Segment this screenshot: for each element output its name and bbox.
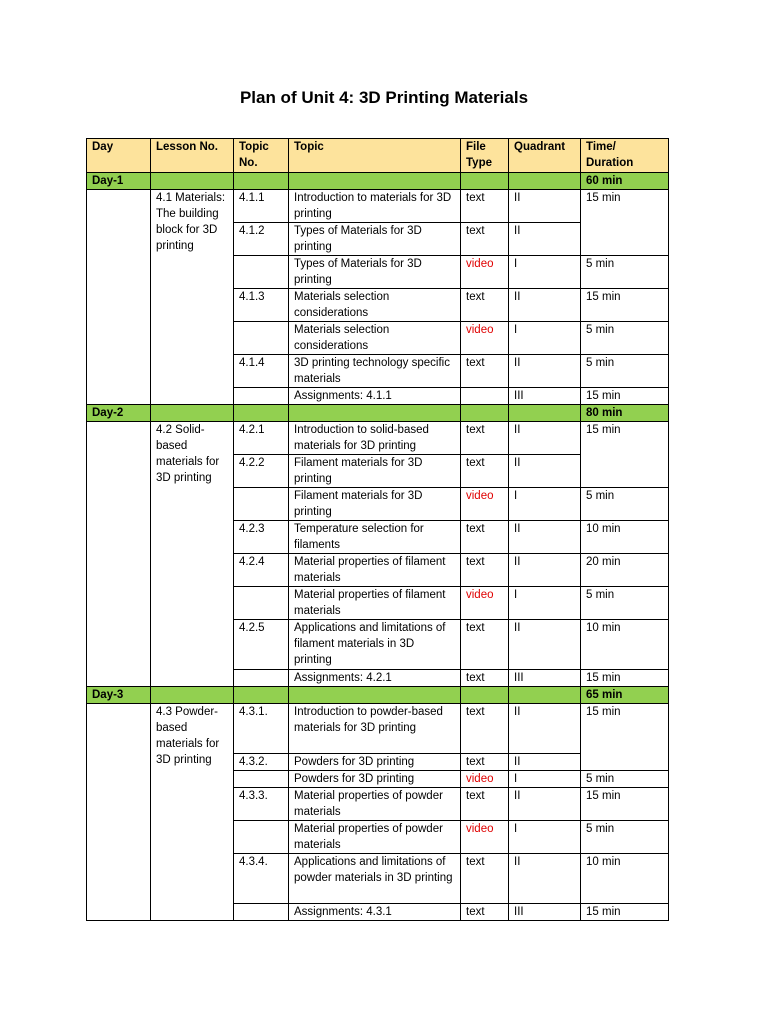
topic: Powders for 3D printing	[289, 771, 461, 788]
time: 5 min	[581, 322, 669, 355]
topic-no	[234, 256, 289, 289]
file-type: text	[461, 670, 509, 687]
quadrant: II	[509, 854, 581, 904]
header-file-type: File Type	[461, 139, 509, 173]
file-type: text	[461, 223, 509, 256]
topic-no	[234, 388, 289, 405]
day-total: 65 min	[581, 687, 669, 704]
quadrant: II	[509, 223, 581, 256]
topic: Introduction to powder-based materials for 3D printing	[289, 704, 461, 754]
file-type: video	[461, 322, 509, 355]
topic-no: 4.1.2	[234, 223, 289, 256]
time: 20 min	[581, 554, 669, 587]
table-row	[87, 704, 669, 754]
table-row	[87, 190, 669, 223]
file-type: text	[461, 554, 509, 587]
topic: Filament materials for 3D printing	[289, 488, 461, 521]
topic-no: 4.2.1	[234, 422, 289, 455]
file-type: text	[461, 704, 509, 754]
lesson-cell: 4.2 Solid-based materials for 3D printing	[151, 422, 234, 687]
quadrant: II	[509, 521, 581, 554]
lesson-cell: 4.3 Powder-based materials for 3D printing	[151, 704, 234, 921]
quadrant: II	[509, 620, 581, 670]
file-type	[461, 388, 509, 405]
day-label: Day-2	[87, 405, 151, 422]
quadrant: II	[509, 422, 581, 455]
topic-no	[234, 670, 289, 687]
time: 10 min	[581, 854, 669, 904]
lesson-cell: 4.1 Materials: The building block for 3D printing	[151, 190, 234, 405]
topic: Types of Materials for 3D printing	[289, 256, 461, 289]
time: 15 min	[581, 388, 669, 405]
time: 10 min	[581, 620, 669, 670]
time: 15 min	[581, 289, 669, 322]
file-type: text	[461, 355, 509, 388]
topic-no	[234, 771, 289, 788]
time: 10 min	[581, 521, 669, 554]
time: 15 min	[581, 904, 669, 921]
topic-no: 4.2.2	[234, 455, 289, 488]
day-row	[87, 405, 669, 422]
topic: Applications and limitations of filament materials in 3D printing	[289, 620, 461, 670]
topic: Filament materials for 3D printing	[289, 455, 461, 488]
topic: Material properties of powder materials	[289, 821, 461, 854]
quadrant: I	[509, 488, 581, 521]
topic-no	[234, 488, 289, 521]
topic: Applications and limitations of powder materials in 3D printing	[289, 854, 461, 904]
file-type: text	[461, 521, 509, 554]
table-header-row	[87, 139, 669, 173]
quadrant: II	[509, 554, 581, 587]
topic-no: 4.1.1	[234, 190, 289, 223]
page-title: Plan of Unit 4: 3D Printing Materials	[239, 88, 529, 107]
time: 15 min	[581, 704, 669, 771]
topic-no	[234, 322, 289, 355]
topic: Assignments: 4.3.1	[289, 904, 461, 921]
topic: Powders for 3D printing	[289, 754, 461, 771]
file-type: text	[461, 904, 509, 921]
topic-no: 4.3.2.	[234, 754, 289, 771]
topic: Materials selection considerations	[289, 289, 461, 322]
header-time: Time/ Duration	[581, 139, 669, 173]
day-total: 60 min	[581, 173, 669, 190]
time: 15 min	[581, 788, 669, 821]
quadrant: II	[509, 355, 581, 388]
file-type: text	[461, 620, 509, 670]
topic-no: 4.1.4	[234, 355, 289, 388]
header-topic: Topic	[289, 139, 461, 173]
quadrant: III	[509, 670, 581, 687]
topic-no: 4.1.3	[234, 289, 289, 322]
topic: 3D printing technology specific materials	[289, 355, 461, 388]
topic: Types of Materials for 3D printing	[289, 223, 461, 256]
topic: Assignments: 4.1.1	[289, 388, 461, 405]
file-type: video	[461, 256, 509, 289]
topic: Introduction to solid-based materials for 3D printing	[289, 422, 461, 455]
topic: Material properties of filament materials	[289, 587, 461, 620]
topic: Material properties of filament materials	[289, 554, 461, 587]
time: 5 min	[581, 256, 669, 289]
file-type: text	[461, 788, 509, 821]
day-total: 80 min	[581, 405, 669, 422]
day-cell-empty	[87, 422, 151, 687]
quadrant: I	[509, 587, 581, 620]
file-type: video	[461, 488, 509, 521]
time: 5 min	[581, 488, 669, 521]
time: 15 min	[581, 422, 669, 488]
file-type: text	[461, 190, 509, 223]
file-type: text	[461, 754, 509, 771]
topic-no: 4.3.4.	[234, 854, 289, 904]
quadrant: I	[509, 771, 581, 788]
header-topic-no: Topic No.	[234, 139, 289, 173]
day-row	[87, 687, 669, 704]
topic: Material properties of powder materials	[289, 788, 461, 821]
topic-no	[234, 587, 289, 620]
time: 5 min	[581, 355, 669, 388]
quadrant: I	[509, 821, 581, 854]
day-label: Day-3	[87, 687, 151, 704]
file-type: text	[461, 455, 509, 488]
day-cell-empty	[87, 704, 151, 921]
day-label: Day-1	[87, 173, 151, 190]
quadrant: II	[509, 754, 581, 771]
file-type: video	[461, 771, 509, 788]
quadrant: II	[509, 289, 581, 322]
topic-no	[234, 821, 289, 854]
topic-no: 4.2.3	[234, 521, 289, 554]
header-lesson-no: Lesson No.	[151, 139, 234, 173]
time: 15 min	[581, 670, 669, 687]
topic: Assignments: 4.2.1	[289, 670, 461, 687]
time: 5 min	[581, 587, 669, 620]
file-type: video	[461, 821, 509, 854]
quadrant: I	[509, 256, 581, 289]
quadrant: III	[509, 388, 581, 405]
topic-no: 4.2.4	[234, 554, 289, 587]
file-type: video	[461, 587, 509, 620]
header-quadrant: Quadrant	[509, 139, 581, 173]
quadrant: II	[509, 190, 581, 223]
file-type: text	[461, 422, 509, 455]
topic-no: 4.2.5	[234, 620, 289, 670]
topic-no	[234, 904, 289, 921]
topic-no: 4.3.3.	[234, 788, 289, 821]
file-type: text	[461, 289, 509, 322]
unit-plan-table	[86, 138, 669, 921]
file-type: text	[461, 854, 509, 904]
day-cell-empty	[87, 190, 151, 405]
time: 5 min	[581, 771, 669, 788]
topic: Materials selection considerations	[289, 322, 461, 355]
topic: Temperature selection for filaments	[289, 521, 461, 554]
quadrant: III	[509, 904, 581, 921]
day-row	[87, 173, 669, 190]
time: 15 min	[581, 190, 669, 256]
topic-no: 4.3.1.	[234, 704, 289, 754]
table-row	[87, 422, 669, 455]
quadrant: II	[509, 704, 581, 754]
quadrant: II	[509, 788, 581, 821]
topic: Introduction to materials for 3D printing	[289, 190, 461, 223]
time: 5 min	[581, 821, 669, 854]
quadrant: II	[509, 455, 581, 488]
quadrant: I	[509, 322, 581, 355]
header-day: Day	[87, 139, 151, 173]
